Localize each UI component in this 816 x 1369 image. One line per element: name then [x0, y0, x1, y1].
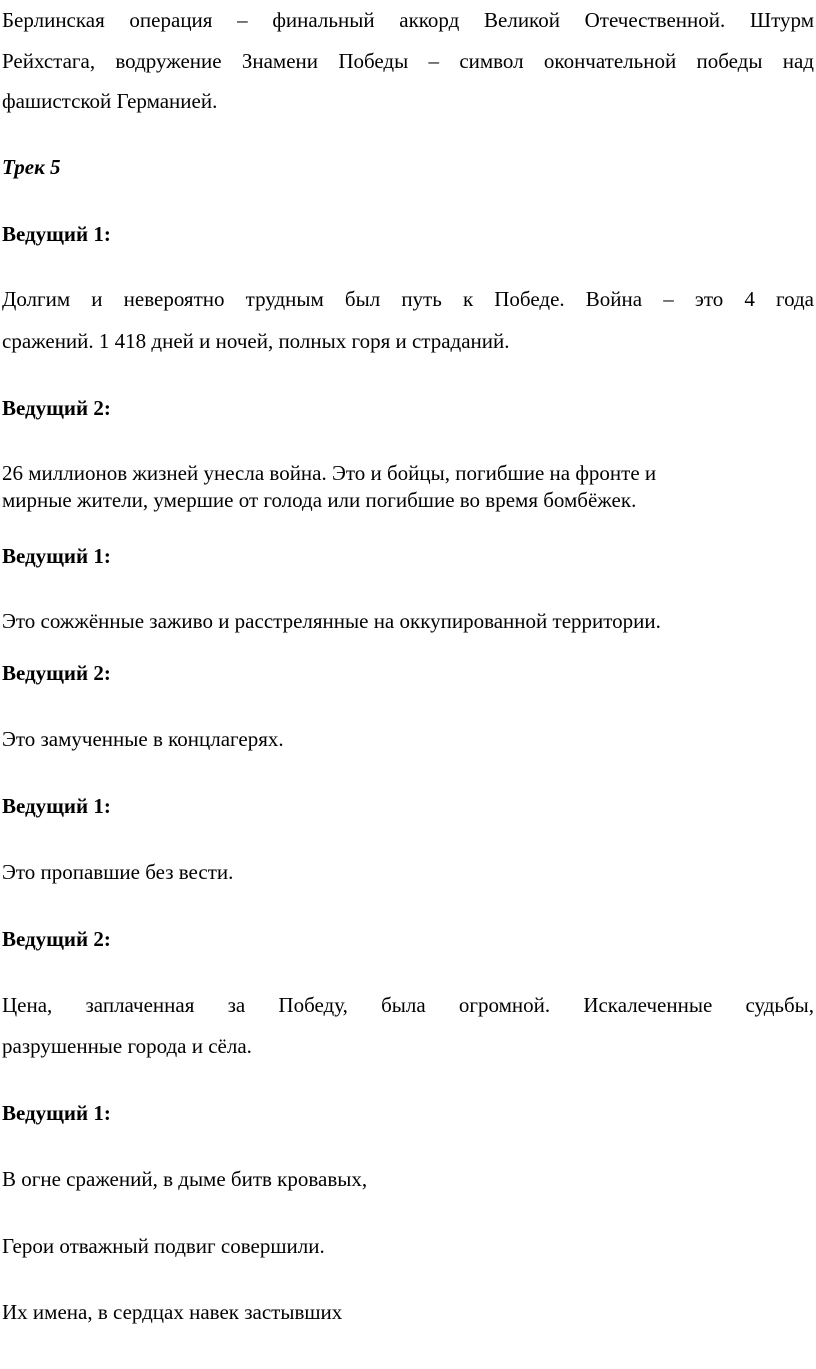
speaker-label: Ведущий 2: [2, 927, 111, 951]
intro-line-1: Берлинская операция – финальный аккорд Великой Отечественной. Штурм [2, 8, 814, 32]
intro-line-2: Рейхстага, водружение Знамени Победы – символ окончательной победы над [2, 49, 814, 73]
paragraph-4: Это замученные в концлагерях. [2, 727, 284, 751]
poem-line-1: В огне сражений, в дыме битв кровавых, [2, 1167, 368, 1191]
paragraph-6-line-2: разрушенные города и сёла. [2, 1034, 252, 1058]
paragraph-6-line-1: Цена, заплаченная за Победу, была огромной. Искалеченные судьбы, [2, 993, 814, 1017]
paragraph-5: Это пропавшие без вести. [2, 860, 234, 884]
speaker-label: Ведущий 2: [2, 661, 111, 685]
speaker-label: Ведущий 2: [2, 396, 111, 420]
speaker-label: Ведущий 1: [2, 1101, 111, 1125]
speaker-label: Ведущий 1: [2, 544, 111, 568]
track-heading: Трек 5 [2, 155, 61, 179]
paragraph-3: Это сожжённые заживо и расстрелянные на оккупированной территории. [2, 609, 661, 633]
paragraph-2-line-1: 26 миллионов жизней унесла война. Это и бойцы, погибшие на фронте и [2, 461, 657, 485]
speaker-label: Ведущий 1: [2, 794, 111, 818]
paragraph-2-line-2: мирные жители, умершие от голода или погибшие во время бомбёжек. [2, 488, 637, 512]
paragraph-1-line-2: сражений. 1 418 дней и ночей, полных горя и страданий. [2, 329, 510, 353]
poem-line-3: Их имена, в сердцах навек застывших [2, 1300, 343, 1324]
speaker-label: Ведущий 1: [2, 222, 111, 246]
poem-line-2: Герои отважный подвиг совершили. [2, 1234, 325, 1258]
intro-line-3: фашистской Германией. [2, 89, 218, 113]
paragraph-1-line-1: Долгим и невероятно трудным был путь к Победе. Война – это 4 года [2, 287, 814, 311]
